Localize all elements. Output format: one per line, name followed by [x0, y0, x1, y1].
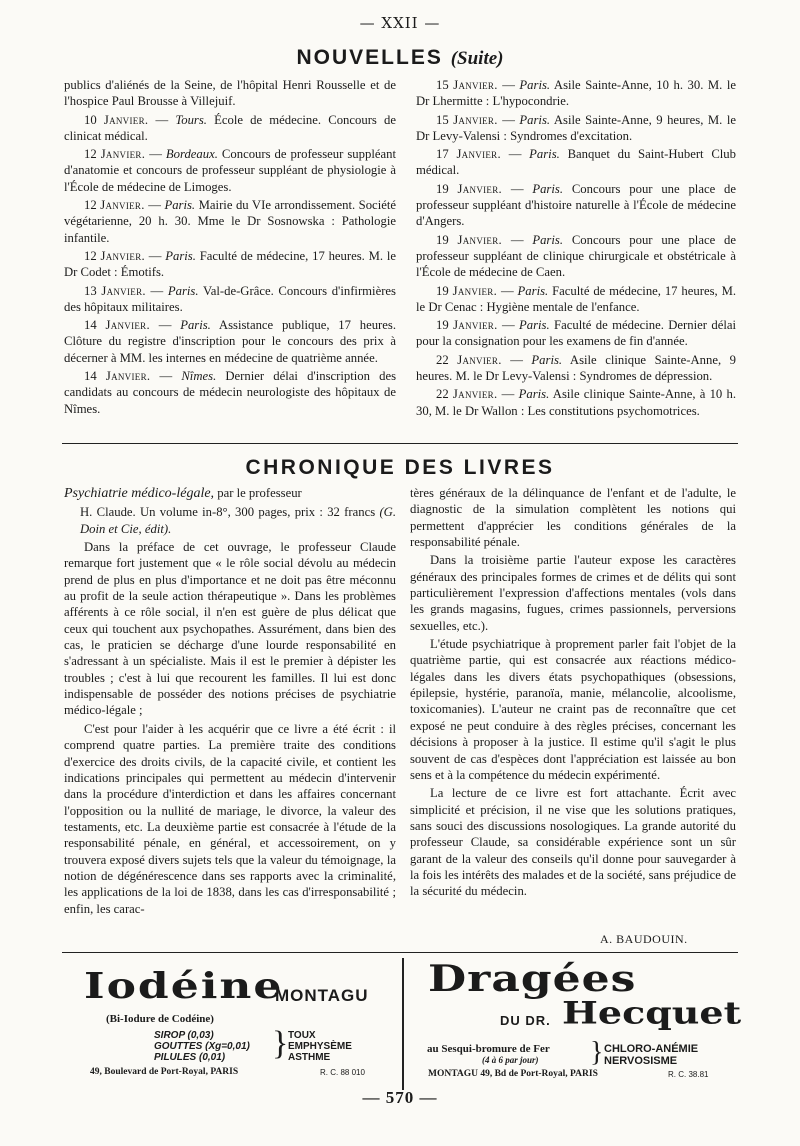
- news-text: Val-de-Grâce. Concours d'infirmières des hôpitaux militaires.: [64, 283, 396, 314]
- page-number: — 570 —: [362, 1088, 438, 1107]
- news-column-left: [64, 77, 396, 419]
- brace-icon: }: [590, 1037, 604, 1068]
- section-divider: [62, 443, 738, 444]
- news-day: 22: [436, 387, 453, 402]
- news-text: Asile clinique Sainte-Anne, à 10 h. 30, M. le Dr Wallon : Les constitutions psychomotrices.: [416, 387, 737, 418]
- news-item: [64, 77, 396, 110]
- news-item: 19 Janvier. — Paris. Faculté de médecine. Dernier délai pour la consignation pour les examens de fin d'année.: [416, 318, 737, 349]
- news-date: Janvier.: [101, 283, 146, 298]
- news-item: 14 Janvier. — Paris. Assistance publique, 17 heures. Clôture du registre d'inscription pour le concours des prix à décerner à MM. les internes en médecine de quatrième année.: [64, 318, 397, 365]
- ad-iodeine-title: Iodéine: [84, 966, 284, 1007]
- news-item: 17 Janvier. — Paris. Banquet du Saint-Hubert Club médical.: [416, 147, 736, 178]
- section-title-text: NOUVELLES: [296, 46, 443, 69]
- review-paragraph: La lecture de ce livre est fort attachante. Écrit avec simplicité et précision, il ne vise que les solutions pratiques, sans souci des discussions nosologiques. La grande autorité du professeur Claude, sa considérable expérience sont un sûr garant de la valeur des conseils qu'il donne pour sauvegarder à la fois les intérêts des malades et de la société, sans préjudice de la sécurité du médecin.: [410, 786, 736, 899]
- news-text: Banquet du Saint-Hubert Club médical.: [416, 147, 736, 178]
- news-city: Paris.: [532, 232, 563, 247]
- review-column-right: [410, 485, 736, 902]
- news-item: 19 Janvier. — Paris. Concours pour une place de professeur suppléant d'histoire naturelle à l'École de médecine d'Angers.: [416, 181, 736, 229]
- book-by: par le professeur: [217, 486, 302, 500]
- news-item: 10 Janvier. — Tours. École de médecine. Concours de clinicat médical.: [64, 112, 396, 143]
- news-day: 10: [84, 112, 104, 127]
- news-date: Janvier.: [453, 318, 498, 333]
- folio: — XXII —: [359, 14, 441, 32]
- news-text: publics d'aliénés de la Seine, de l'hôpital Henri Rousselle et de l'hospice Paul Brousse à Villejuif.: [64, 78, 396, 109]
- ad-dragees-indications: [604, 1043, 698, 1067]
- news-item: 22 Janvier. — Paris. Asile clinique Sainte-Anne, à 10 h. 30, M. le Dr Wallon : Les constitutions psychomotrices.: [416, 387, 737, 418]
- news-date: Janvier.: [453, 112, 498, 127]
- news-item: 13 Janvier. — Paris. Val-de-Grâce. Concours d'infirmières des hôpitaux militaires.: [64, 283, 396, 314]
- book-publisher: (G. Doin et Cie, édit).: [80, 505, 396, 536]
- news-city: Paris.: [167, 283, 199, 298]
- news-day: 12: [84, 198, 101, 213]
- ad-iodeine-reg: R. C. 88 010: [320, 1068, 365, 1077]
- ad-iodeine-indication: ASTHME: [288, 1052, 331, 1063]
- ad-dragees-indication: CHLORO-ANÉMIE: [604, 1043, 699, 1055]
- ads-divider: [62, 952, 738, 953]
- section-title-suffix: (Suite): [450, 48, 504, 69]
- news-date: Janvier.: [457, 352, 502, 367]
- book-title: Psychiatrie médico-légale,: [64, 486, 215, 501]
- ad-iodeine-form: PILULES (0,01): [154, 1052, 226, 1063]
- news-text: Dernier délai d'inscription des candidats au concours de médecin neurologiste des hôpitaux de Nîmes.: [64, 369, 397, 416]
- news-item: 12 Janvier. — Bordeaux. Concours de professeur suppléant d'anatomie et concours de professeur suppléant de physiologie à l'École de médecine de Limoges.: [64, 147, 396, 194]
- review-signature: A. BAUDOUIN.: [600, 932, 688, 946]
- news-text: Concours pour une place de professeur suppléant d'histoire naturelle à l'École de médecine d'Angers.: [416, 181, 736, 229]
- news-city: Paris.: [532, 181, 563, 196]
- news-city: Paris.: [517, 283, 549, 298]
- news-day: 19: [436, 232, 458, 247]
- ad-dragees-name: Hecquet: [562, 994, 742, 1031]
- news-text: École de médecine. Concours de clinicat médical.: [64, 112, 396, 143]
- news-city: Paris.: [531, 352, 563, 367]
- brace-icon: }: [272, 1025, 289, 1062]
- news-item: 15 Janvier. — Paris. Asile Sainte-Anne, 10 h. 30. M. le Dr Lhermitte : L'hypocondrie.: [416, 78, 736, 109]
- chronique-title: CHRONIQUE DES LIVRES: [245, 456, 555, 479]
- review-paragraph: Dans la préface de cet ouvrage, le professeur Claude remarque fort justement que « le rôle social dévolu au médecin prend de plus en plus d'importance et ne doit pas être méconnu au profit de la seule action thérapeutique ». Dans les problèmes afférents à ce rôle social, il n'en est guère de plus délicat que ceux qui touchent aux psychopathes. Assurément, dans bien des cas, le praticien se décharge d'une lourde responsabilité en s'adressant à un spécialiste. Mais il est le premier à dépister les troubles ; c'est à lui que recourent les familles. Il lui est donc indispensable de posséder des notions précises de psychiatrie médico-légale ;: [64, 540, 396, 718]
- ad-dragees-address: MONTAGU 49, Bd de Port-Royal, PARIS: [428, 1069, 598, 1079]
- news-date: Janvier.: [453, 78, 498, 92]
- news-item: 15 Janvier. — Paris. Asile Sainte-Anne, 9 heures, M. le Dr Levy-Valensi : Syndromes d'excitation.: [416, 112, 736, 143]
- book-details-text: H. Claude. Un volume in-8°, 300 pages, prix : 32 francs: [80, 505, 376, 520]
- news-date: Janvier.: [105, 318, 150, 333]
- news-date: Janvier.: [456, 147, 501, 162]
- news-city: Paris.: [529, 147, 560, 162]
- ad-iodeine-indication: TOUX: [288, 1030, 316, 1041]
- news-day: 19: [436, 318, 454, 333]
- news-city: Paris.: [180, 318, 211, 333]
- book-details: [64, 504, 396, 537]
- news-item: 12 Janvier. — Paris. Faculté de médecine, 17 heures. M. le Dr Codet : Émotifs.: [64, 248, 397, 280]
- news-city: Paris.: [519, 78, 551, 92]
- news-date: Janvier.: [100, 248, 145, 263]
- news-item: 12 Janvier. — Paris. Mairie du VIe arrondissement. Société végétarienne, 20 h. 30. Mme le Dr Sosnowska : Pathologie infantile.: [64, 198, 397, 245]
- ad-iodeine-forms: [154, 1030, 250, 1063]
- news-column-right: [416, 77, 736, 421]
- news-text: Assistance publique, 17 heures. Clôture du registre d'inscription pour le concours des prix à décerner à MM. les internes en médecine de quatrième année.: [64, 318, 397, 365]
- review-paragraph: tères généraux de la délinquance de l'enfant et de l'adulte, le diagnostic de la simulation complètent les notions qui permettent d'apprécier les conditions générales de la responsabilité pénale.: [410, 486, 736, 550]
- news-date: Janvier.: [457, 232, 503, 247]
- review-paragraph: L'étude psychiatrique à proprement parler fait l'objet de la quatrième partie, qui est consacrée aux réactions médico-légales dans les divers états psychopathiques (obsessions, épilepsie, hystérie, paranoïa, manie, mélancolie, alcoolisme, toxicomanies). L'auteur ne craint pas de reconnaître que cet exposé ne peut conduire à des règles précises, concernant les décisions à proposer à la justice. Il estime qu'il s'agit le plus souvent de cas d'espèces dont l'appréciation est laissée au bon sens et à la compétence du médecin expérimenté.: [410, 637, 736, 782]
- news-item: 14 Janvier. — Nîmes. Dernier délai d'inscription des candidats au concours de médecin neurologiste des hôpitaux de Nîmes.: [64, 369, 397, 416]
- ad-iodeine-indication: EMPHYSÈME: [288, 1041, 352, 1052]
- ad-dragees-composition: au Sesqui-bromure de Fer: [427, 1043, 550, 1055]
- news-text: Asile Sainte-Anne, 10 h. 30. M. le Dr Lhermitte : L'hypocondrie.: [416, 78, 736, 109]
- news-day: 12: [84, 248, 101, 263]
- ad-dragees-dose: (4 à 6 par jour): [482, 1055, 539, 1065]
- ad-iodeine-brand: MONTAGU: [275, 986, 369, 1005]
- news-date: Janvier.: [105, 369, 151, 384]
- ad-dragees-du: DU DR.: [500, 1013, 551, 1028]
- news-date: Janvier.: [457, 181, 503, 196]
- news-day: 19: [436, 283, 453, 298]
- news-item: 22 Janvier. — Paris. Asile clinique Sainte-Anne, 9 heures. M. le Dr Levy-Valensi : Syndromes de dépression.: [416, 352, 737, 384]
- news-day: 13: [84, 283, 102, 298]
- news-day: 22: [436, 352, 458, 367]
- news-text: Faculté de médecine, 17 heures. M. le Dr Codet : Émotifs.: [64, 248, 397, 280]
- news-city: Paris.: [165, 248, 196, 263]
- ad-iodeine-indications: [288, 1030, 352, 1063]
- ad-dragees-title: Dragées: [428, 958, 637, 1000]
- news-date: Janvier.: [452, 283, 498, 298]
- news-text: Faculté de médecine. Dernier délai pour la consignation pour les examens de fin d'année.: [416, 318, 737, 349]
- news-text: Asile Sainte-Anne, 9 heures, M. le Dr Levy-Valensi : Syndromes d'excitation.: [416, 112, 736, 143]
- news-day: 17: [436, 147, 457, 162]
- book-heading: [64, 485, 396, 502]
- news-city: Bordeaux.: [165, 147, 218, 162]
- review-paragraph: Dans la troisième partie l'auteur expose les caractères généraux des principales formes de crimes et de délits qui sont particulièrement l'expression d'affections mentales (vols dans les grands magasins, fugues, crimes passionnels, perversions sexuelles, etc.).: [410, 553, 736, 633]
- review-column-left: [64, 485, 396, 919]
- news-city: Paris.: [518, 387, 550, 402]
- news-text: Concours de professeur suppléant d'anatomie et concours de professeur suppléant de physiologie à l'École de médecine de Limoges.: [64, 147, 396, 194]
- ad-iodeine-address: 49, Boulevard de Port-Royal, PARIS: [90, 1067, 239, 1077]
- section-title: [0, 46, 800, 70]
- news-item: 19 Janvier. — Paris. Faculté de médecine, 17 heures, M. le Dr Cenac : Hygiène mentale de l'enfance.: [416, 283, 737, 314]
- news-date: Janvier.: [100, 198, 145, 213]
- news-item: 19 Janvier. — Paris. Concours pour une place de professeur suppléant de clinique chirurgicale et obstétricale à l'École de médecine de Caen.: [416, 232, 736, 280]
- news-day: 15: [436, 78, 454, 92]
- ad-dragees-indication: NERVOSISME: [604, 1055, 678, 1067]
- news-day: 14: [84, 369, 106, 384]
- ad-iodeine-subtitle: (Bi-Iodure de Codéine): [106, 1013, 214, 1025]
- news-city: Nîmes.: [181, 369, 217, 384]
- news-city: Paris.: [519, 318, 550, 333]
- news-day: 12: [84, 147, 101, 162]
- news-text: Concours pour une place de professeur suppléant de clinique chirurgicale et obstétricale à l'École de médecine de Caen.: [416, 232, 736, 280]
- news-text: Faculté de médecine, 17 heures, M. le Dr Cenac : Hygiène mentale de l'enfance.: [416, 283, 737, 314]
- news-date: Janvier.: [103, 112, 149, 127]
- ad-iodeine-form: SIROP (0,03): [154, 1030, 214, 1041]
- news-city: Paris.: [164, 198, 196, 213]
- news-day: 19: [436, 181, 458, 196]
- news-date: Janvier.: [452, 387, 498, 402]
- ad-dragees-reg: R. C. 38.81: [668, 1070, 709, 1079]
- news-day: 14: [84, 318, 106, 333]
- ad-iodeine-form: GOUTTES (Xg=0,01): [154, 1041, 250, 1052]
- news-text: Mairie du VIe arrondissement. Société végétarienne, 20 h. 30. Mme le Dr Sosnowska : Pathologie infantile.: [64, 198, 397, 245]
- review-paragraph: C'est pour l'aider à les acquérir que ce livre a été écrit : il comprend quatre parties. La première traite des conditions d'exercice des droits civils, de la capacité civile, et contient les indications principales qui permettent au médecin d'intervenir dans la procédure d'interdiction et dans les affaires concernant l'opposition ou la nullité de mariage, le divorce, la valeur des testaments, etc. La deuxième partie est consacrée à l'étude de la responsabilité pénale, en général, et accessoirement, on y trouvera exposé divers sujets tels que la valeur du témoignage, la notion de dégénérescence dans ses rapports avec la criminalité, les applications de la loi de 1838, dans les cas d'irresponsabilité ; enfin, les carac-: [64, 721, 396, 916]
- news-date: Janvier.: [100, 147, 146, 162]
- news-day: 15: [436, 112, 454, 127]
- news-text: Asile clinique Sainte-Anne, 9 heures. M. le Dr Levy-Valensi : Syndromes de dépression.: [416, 352, 737, 384]
- news-city: Paris.: [519, 112, 551, 127]
- ads-vertical-divider: [402, 958, 404, 1090]
- news-city: Tours.: [175, 112, 207, 127]
